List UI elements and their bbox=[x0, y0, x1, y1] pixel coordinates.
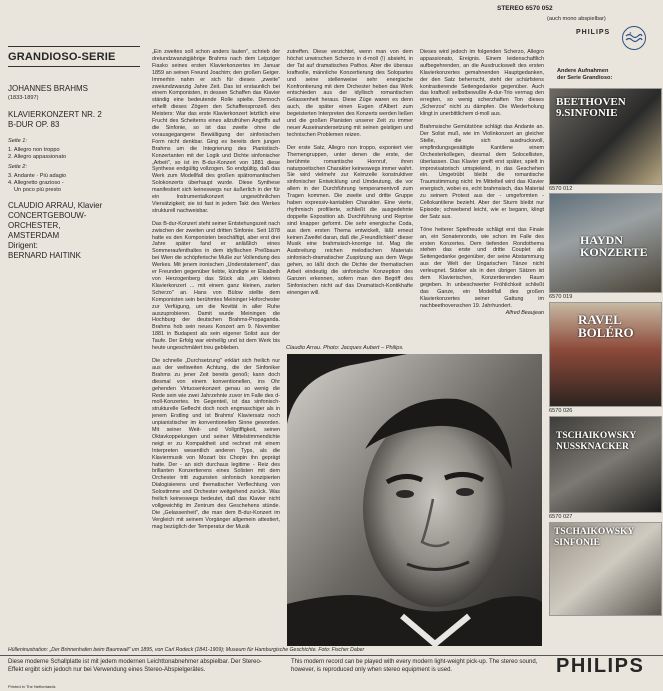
svg-text:★: ★ bbox=[629, 31, 632, 35]
paragraph: Das B-dur-Konzert steht seiner Entstehungszeit nach zwischen der zweiten und dritten Sinfonie. Seit 1878 hatte es den Komponisten beschäftigt, aber erst drei Jahre später fand er anläßlich eines Sommeraufenthaltes in dem idyllischen Preßbaum bei Wien die schöpferische Muße zur Vollendung des Werkes. Mit jenem ironischen „Understatement", das er Freunden gegenüber liebte, kündigte er Elisabeth von Herzogenberg das Stück als „ein kleines Klavierkonzert ... mit einem ganz kleinen, zarten Scherzo" an. Hans von Bülow stellte dem Komponisten sein berühmtes Meininger Hoforchester zur Verfügung, um die Novität in aller Ruhe auszuprobieren. Damit wurde Meiningen die Hochburg der deutschen Brahms-Propaganda. Brahms hob sein neues Konzert am 9. November 1881 in Budapest als sein eigener Solist aus der Taufe. Der Erfolg war einhellig und ist dem Werk bis heute ungeschmälert treu geblieben. bbox=[152, 220, 280, 352]
mono-note: (auch mono abspielbar) bbox=[547, 16, 606, 22]
author-signature: Alfred Beaujean bbox=[505, 309, 544, 316]
catalog-number: STEREO 6570 052 bbox=[497, 5, 553, 12]
performer-line: AMSTERDAM bbox=[8, 231, 60, 240]
album-thumbnail-beethoven bbox=[549, 88, 662, 185]
side2-track: 3. Andante · Più adagio bbox=[8, 173, 67, 179]
side1-track: 1. Allegro non troppo bbox=[8, 147, 60, 153]
header-brand: PHILIPS bbox=[576, 29, 611, 36]
album-thumbnail-ravel bbox=[549, 302, 662, 407]
performer-line: Dirigent: bbox=[8, 241, 38, 250]
album-thumbnail-tschaikowsky bbox=[549, 522, 662, 616]
performer-line: BERNARD HAITINK bbox=[8, 251, 81, 260]
composer-name: JOHANNES BRAHMS bbox=[8, 84, 89, 93]
side1-label: Seite 1: bbox=[8, 138, 27, 144]
performer-line: CONCERTGEBOUW- bbox=[8, 211, 87, 220]
photo-caption: Claudio Arrau. Photo: Jacques Aubert – Philips. bbox=[286, 345, 404, 351]
album-number: 6570 027 bbox=[549, 514, 573, 520]
philips-shield-icon bbox=[622, 26, 646, 50]
composer-dates: (1833-1897) bbox=[8, 95, 39, 101]
series-rule-bottom bbox=[8, 66, 140, 67]
album-thumbnail-haydn bbox=[549, 193, 662, 293]
album-title: BEETHOVEN 9.SINFONIE bbox=[556, 96, 626, 119]
album-number: 6570 012 bbox=[549, 186, 573, 192]
album-number: 6570 019 bbox=[549, 294, 573, 300]
side2-track: 4. Allegretto grazioso - bbox=[8, 180, 64, 186]
sidebar-heading: der Serie Grandioso: bbox=[557, 75, 613, 81]
performer-line: ORCHESTER, bbox=[8, 221, 61, 230]
printed-note: Printed in The Netherlands bbox=[8, 684, 56, 689]
work-key: B-DUR OP. 83 bbox=[8, 120, 60, 129]
liner-notes-column-1 bbox=[152, 49, 280, 641]
performer-line: CLAUDIO ARRAU, Klavier bbox=[8, 201, 103, 210]
liner-notes-column-2 bbox=[287, 49, 413, 339]
footer-english-note: This modern record can be played with every modern light-weight pick-up. The stereo sound, however, is reproduced only when stereo equipment is used. bbox=[291, 659, 538, 673]
album-number: 6570 026 bbox=[549, 408, 573, 414]
album-title: TSCHAIKOWSKY SINFONIE bbox=[554, 527, 634, 548]
paragraph: Töne heiterer Spielfreude schlägt erst das Finale an, ein Sonatenrondo, wie schon im Falle des ersten Konzertes. Dem tiefenden Rondothema stehen das erste und dritte Couplet als Seitengedanke gegenüber, der seine Abstammung aus der Welt der Ungarischen Tänze nicht verleugnet. Stärker als in den übrigen Sätzen ist dem Klavierischen, Konzertierenden Raum gegeben. In unbeschwerter Fröhlichkeit schließt das Ganze, ein Modellfall des großen Klavierkonzertes seiner Gattung im nachbeethovenschen 19. Jahrhundert. bbox=[420, 226, 544, 309]
series-title: GRANDIOSO-SERIE bbox=[8, 51, 116, 63]
album-title: HAYDN KONZERTE bbox=[580, 233, 648, 259]
paragraph: Brahmsische Gemütstöne schlägt das Andante an. Der Solist muß, wie im Violinkonzert an gleicher Stelle, die sich ausdrucksvoll, empfindungsgesättigte Kantilene einem Orchesterkollegen, diesmal dem Solocellisten, überlassen. Das Klavier greift erst später, spielt in improvisatorisch umspielend, in das Geschehen ein. Umgetrübt bleibt die romantische Traumstimmung nicht: Im Mittelteil wird das Klavier energisch, wobei es, echt brahmsisch, das Material zu seinem Protest aus der - umgeformten - Cellokantilene bezieht. Aber der Sturm bleibt nur Episode; schwebend leicht, wie er begann, klingt der Satz aus. bbox=[420, 124, 544, 220]
sidebar-heading: Andere Aufnahmen bbox=[557, 68, 609, 74]
paragraph: Dieses wird jedoch im folgenden Scherzo, Allegro appassionato, Ereignis. Einem leidenschaftlich aufbegehrenden, an die Ausdruckswelt des ersten Klavierkonzertes gemahnenden Hauptgedanken, der den Satz beherrscht, steht der schärfstens kontrastierende Seitengedanke gegenüber. Auch das kraftvoll selbstbewußte A-dur-Trio vermag den erregten, so wenig scherzhaften Ton dieses „Scherzos" nicht zu dämpfen. Die Wiederholung klingt in unerbittlichem d-moll aus. bbox=[420, 49, 544, 118]
footer-brand-logo: PHILIPS bbox=[556, 655, 645, 677]
paragraph: Der erste Satz, Allegro non troppo, exponiert vier Themengruppen, unter denen die erste, der berühmte romantische Hornruf, ihren naturpoetischen Charakter keineswegs immer wahrt. Sie wird vielmehr zur Keimzelle konstruktiver sinfonischer Entwicklung und Umdeutung, die vor allem in der Durchführung temperamentvoll zum Tragen kommen. Die zweite und dritte Gruppe haben expressiv-kantablen Charakter. Eine vierte, rhythmisch profilierte, schließt die ausgedehnte doppelte Exposition ab. Durchführung und Reprise sind knapper geformt. Die sehr energische Coda, aus dem ersten Thema entwickelt, läßt erneut keinen Zweifel daran, daß die „Freundlichkeit" dieser Musik eine brahmsisch-knorrige ist. Mag die Ausbreitung reichen melodischen Materials sinfonisch-dramatischer Zuspitzung aus dem Wege gehen, so läßt doch die Dichte der thematischen Arbeit eindeutig die sinfonische Konzeption des Ganzen erkennen, sofern man den Begriff des Sinfonischen nicht auf das Dramatisch-Kontikhafte einengen will. bbox=[287, 144, 413, 296]
side2-track: Un poco più presto bbox=[14, 187, 61, 193]
paragraph: „Ein zweites soll schon anders lauten", schrieb der dreiundzwanzigjährige Brahms nach dem Leipziger Fiasko seines ersten Klavierkonzertes im Januar 1859 an seinen Freund Joachim; den großen Geiger. Immerhin nahm er sich für dieses „zweite" zweiundzwanzig Jahre Zeit. Das ist erstaunlich bei einem Komponisten, in dessen Schaffen das Klavier ständig eine bedeutende Rolle spielte. Dennoch erhellt dieses Zögern den Schaffensprozeß des Meisters: War das erste Klavierkonzert letztlich eine Frucht des Scheiterns eines allzufrühen Angriffs auf die Sinfonie, so ist das zweite ohne die vorausgegangene Bewältigung der sinfonischen Form nicht denkbar. Ging es bereits dem jungen Brahms um die Integrierung des Pianistisch-Konzertanten mit der Logik und Dichte sinfonischer „Arbeit", so ist im B-dur-Konzert von 1881 diese Synthese endgültig vollzogen. So endgültig, daß das Werk zum Modellfall des großen spätromantischen Solokonzerts überhaupt wurde. Diese Synthese manifestiert sich keineswegs nur äußerlich in der für ein Instrumentalkonzert ungewöhnlichen Viersätzigkeit; sie ist fast in jedem Takt des Werkes strukturell nachweisbar. bbox=[152, 49, 280, 214]
album-title: RAVEL BOLÉRO bbox=[578, 312, 634, 340]
liner-notes-column-3 bbox=[420, 49, 544, 339]
side2-label: Seite 2: bbox=[8, 164, 27, 170]
illustration-credit: Hülleninustration: „Der Brinnenhafen beim Baumwall" um 1895, von Carl Rodeck (1841-1909); Museum für Hamburgische Geschichte. Foto: Fischer Daber bbox=[8, 647, 365, 653]
series-rule-top bbox=[8, 46, 140, 47]
work-title: KLAVIERKONZERT NR. 2 bbox=[8, 110, 102, 119]
album-thumbnail-nussknacker bbox=[549, 416, 662, 513]
side1-track: 2. Allegro appassionato bbox=[8, 154, 67, 160]
album-title: TSCHAIKOWSKY NUSSKNACKER bbox=[556, 431, 636, 452]
footer-german-note: Diese moderne Schallplatte ist mit jedem modernen Leichttonabnehmer abspielbar. Der Stereo-Effekt ergibt sich jedoch nur bei Verwendung eines Stereo-Abspielgerätes. bbox=[8, 659, 262, 673]
paragraph: Die schnelle „Durchsetzung" erklärt sich freilich nur aus der weltweiten Achtung, die der Sinfoniker Brahms zu jener Zeit bereits genoß; kann doch diesmal von einem konventionellen, ins Ohr gehenden Virtuosenkonzert genau so wenig die Rede sein wie zwei Jahrzehnte zuvor im Falle des d-moll-Konzertes. Im Gegenteil, ist das sinfonisch-strukturelle Geflecht doch noch engmaschiger als in jenem Erstling und ist Brahms' Klaviersatz noch unpianistischer im konventionellen Sinne geworden. Mit seiner Weit- und Vollgriffigkeit, seinen Oktavkoppelungen und seiner Mittelstimmendichte neigt er zu Kompaktheit und rechnet mit einem Interpreten wesentlich anderen Typs, als die Klaviermusik von Mozart bis Chopin ihn geprägt hatte. Der - an sich durchaus legitime - Reiz des brillanten Konzertierens eines Solisten mit dem Orchester tritt zugunsten sinfonisch konzipierten Dialogisierens und thematischer Verflechtung von Solostimme und Orchester weitgehend zurück. Was freilich keineswegs bedeutet, daß das Klavier nicht vollgewichtig im Zentrum des Geschehens stünde. Die „Gelassenheit", die man dem B-dur-Konzert im Vergleich mit seinem Vorgänger allgemein attestiert, mag bezüglich der Temperatur der Musik bbox=[152, 357, 280, 530]
paragraph: zutreffen. Diese verzichtet, wenn man von dem höchst unwirschen Scherzo in d-moll (!) absieht, in der Tat auf dramatisches Pathos. Aber die überaus kraftvolle, männliche Konzertierung des Solopartes und seine stellenweise sehr energische Konfrontierung mit dem Orchester heben das Werk entschieden aus der idyllisch romantischen Gelassenheit heraus. Diese Züge waren es denn auch, die später einen Eugen d'Albert zum begeisterten Interpreten des Konzerts werden ließen und die großen Pianisten unserer Zeit zu immer neuer Auseinandersetzung mit seinen geistigen und technischen Problemen reizen. bbox=[287, 49, 413, 138]
arrau-portrait-photo bbox=[287, 354, 542, 646]
